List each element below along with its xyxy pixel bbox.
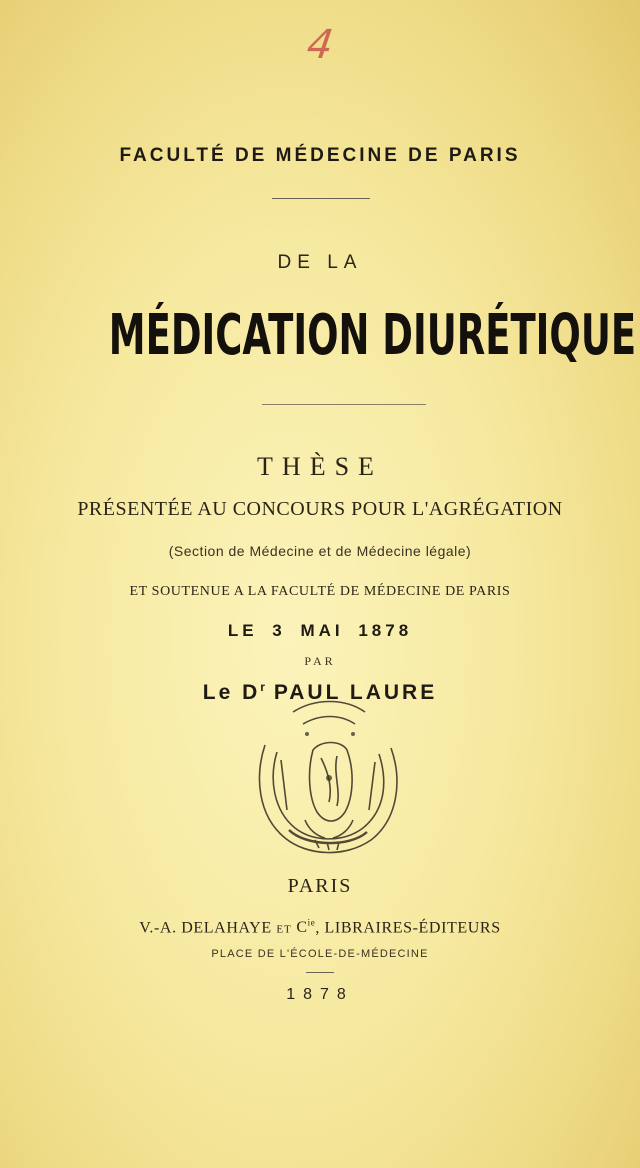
publisher-name: V.-A. DELAHAYE bbox=[139, 919, 272, 937]
thesis-label: THÈSE bbox=[257, 452, 383, 481]
thesis-section: (Section de Médecine et de Médecine légale) bbox=[168, 543, 472, 559]
imprint-city: PARIS bbox=[287, 875, 353, 897]
thesis-presented: PRÉSENTÉE AU CONCOURS POUR L'AGRÉGATION bbox=[77, 498, 563, 520]
author-name: PAUL LAURE bbox=[273, 681, 438, 704]
main-title: MÉDICATION DIURÉTIQUE bbox=[108, 303, 637, 368]
publisher-et: ET bbox=[276, 923, 292, 936]
imprint-year: 1878 bbox=[286, 986, 354, 1003]
thesis-date: LE 3 MAI 1878 bbox=[227, 621, 413, 640]
author-by: PAR bbox=[304, 654, 336, 668]
publisher-co: $C^{ie}$ bbox=[296, 918, 316, 937]
divider-middle bbox=[262, 404, 426, 405]
handwritten-mark: 4 bbox=[304, 22, 336, 68]
imprint-publisher bbox=[0, 918, 640, 937]
divider-top bbox=[272, 198, 370, 199]
publisher-trade: , LIBRAIRES-ÉDITEURS bbox=[315, 919, 501, 937]
divider-bottom bbox=[306, 972, 334, 973]
imprint-address: PLACE DE L'ÉCOLE-DE-MÉDECINE bbox=[211, 948, 429, 960]
library-stamp bbox=[245, 690, 410, 865]
author-prefix: Le bbox=[202, 681, 234, 704]
author-title: $D^r$ bbox=[242, 680, 265, 704]
institution-header: FACULTÉ DE MÉDECINE DE PARIS bbox=[119, 145, 521, 166]
title-prefix: DE LA bbox=[277, 252, 363, 273]
thesis-defended: ET SOUTENUE A LA FACULTÉ DE MÉDECINE DE PARIS bbox=[129, 584, 511, 599]
